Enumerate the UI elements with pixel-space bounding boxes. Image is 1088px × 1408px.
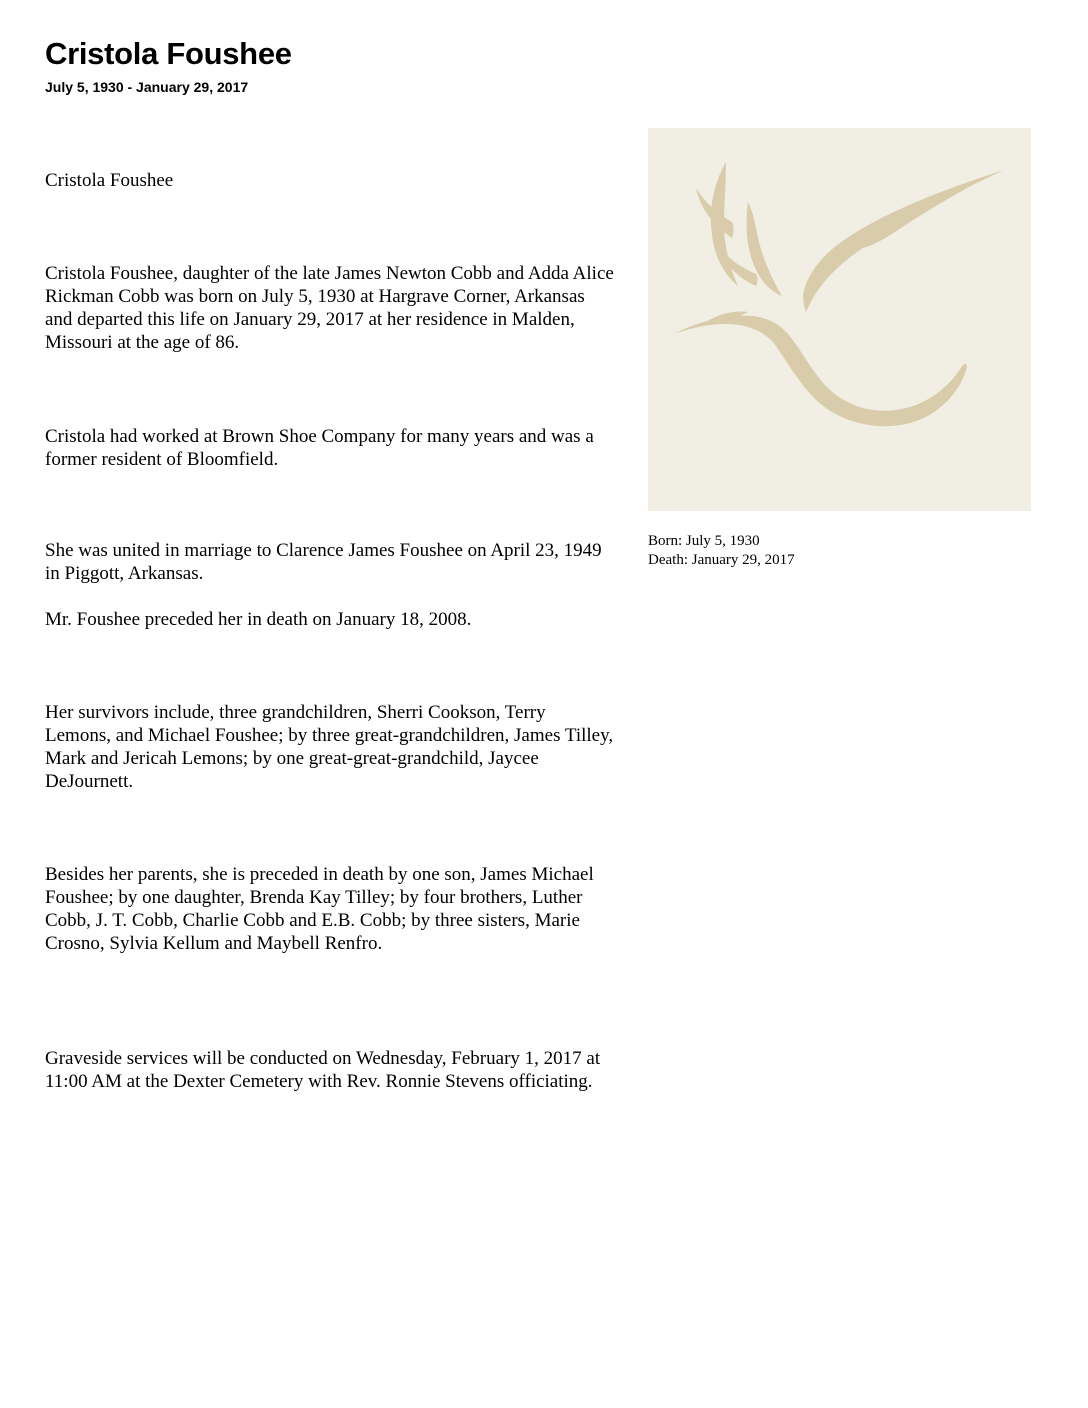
memorial-photo: [648, 128, 1031, 511]
obituary-paragraph: Her survivors include, three grandchildren, Sherri Cookson, Terry Lemons, and Michael Foushee; by three great-grandchildren, James Tilley, Mark and Jericah Lemons; by one great-great-grandchild, Jaycee DeJournett.: [45, 702, 614, 792]
life-dates: [648, 532, 795, 570]
page-title: Cristola Foushee: [45, 36, 292, 71]
obituary-paragraph: Besides her parents, she is preceded in death by one son, James Michael Foushee; by one daughter, Brenda Kay Tilley; by four brothers, Luther Cobb, J. T. Cobb, Charlie Cobb and E.B. Cobb; by three sisters, Marie Crosno, Sylvia Kellum and Maybell Renfro.: [45, 864, 594, 954]
obituary-paragraph: Cristola Foushee, daughter of the late James Newton Cobb and Adda Alice Rickman Cobb was born on July 5, 1930 at Hargrave Corner, Arkansas and departed this life on January 29, 2017 at her residence in Malden, Missouri at the age of 86.: [45, 263, 614, 353]
obituary-paragraph: Mr. Foushee preceded her in death on January 18, 2008.: [45, 609, 472, 630]
dove-icon: [648, 128, 1031, 511]
death-date: Death: January 29, 2017: [648, 552, 795, 568]
obituary-paragraph: Cristola had worked at Brown Shoe Company for many years and was a former resident of Bloomfield.: [45, 426, 594, 470]
obituary-paragraph: Cristola Foushee: [45, 170, 174, 191]
obituary-paragraph: Graveside services will be conducted on Wednesday, February 1, 2017 at 11:00 AM at the Dexter Cemetery with Rev. Ronnie Stevens officiating.: [45, 1048, 601, 1092]
born-date: Born: July 5, 1930: [648, 533, 760, 549]
page-subtitle-dates: July 5, 1930 - January 29, 2017: [45, 79, 249, 95]
obituary-paragraph: She was united in marriage to Clarence James Foushee on April 23, 1949 in Piggott, Arkansas.: [45, 540, 602, 584]
